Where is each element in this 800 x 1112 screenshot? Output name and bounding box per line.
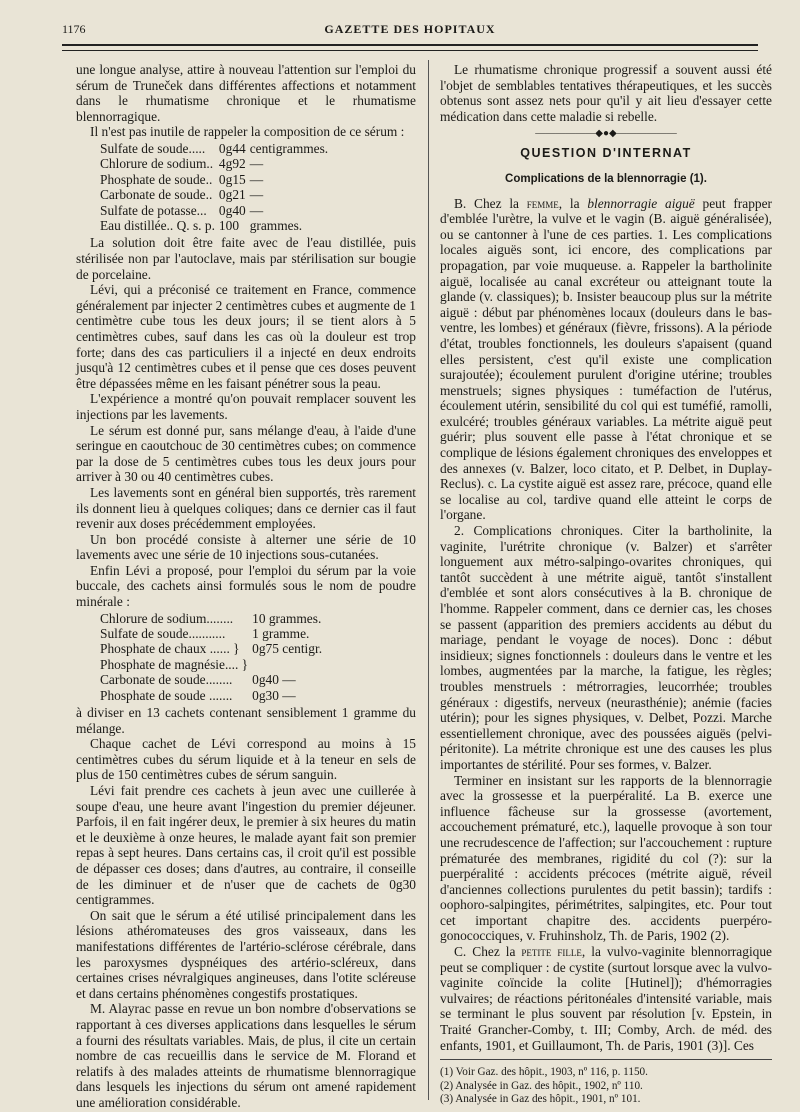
section-ornament: ——————◆●◆——————	[535, 128, 677, 140]
left-column	[76, 62, 416, 1111]
paragraph: L'expérience a montré qu'on pouvait remplacer souvent les injections par les lavements.	[76, 391, 416, 422]
formula-row	[100, 141, 332, 156]
paragraph: Il n'est pas inutile de rappeler la composition de ce sérum :	[90, 124, 405, 140]
formula-row	[100, 672, 326, 687]
formula-cell: Carbonate de soude........	[100, 672, 233, 688]
footnotes	[440, 1066, 772, 1106]
formula-row	[100, 626, 326, 641]
column-divider	[428, 60, 429, 1100]
paragraph: Le rhumatisme chronique progressif a souvent aussi été l'objet de semblables tentatives thérapeutiques, et les succès obtenus sont assez nets pour qu'il y ait lieu d'essayer cette médication dans cette maladie si rebelle.	[440, 62, 772, 124]
formula-cell: Phosphate de magnésie.... }	[100, 656, 249, 672]
text-run: , la vulvo-vaginite blennorragique peut se compliquer : de cystite (surtout lorsque avec la vulvo-vaginite coïncide la colite [Hutinel]); d'hémorragies vulvaires; de réactions péritonéales d'intensité variable, mais se terminant le plus souvent par résolution [v. Epstein, in Traité Grancher-Comby, t. III; Comby, Arch. de méd. des enfants, 1901, et Guillaumont, Th. de Paris, 1901 (3)]. Ces	[440, 944, 772, 1053]
running-header	[62, 20, 758, 40]
formula-cell: Chlorure de sodium..	[100, 156, 214, 172]
formula-cell: 0g21	[218, 187, 246, 203]
paragraph: une longue analyse, attire à nouveau l'attention sur l'emploi du sérum de Truneček dans différentes affections et notamment dans le rhumatisme chronique et le rhumatisme blennorragique.	[76, 62, 416, 124]
paragraph: 2. Complications chroniques. Citer la bartholinite, la vaginite, l'urétrite chronique (v. Balzer) et s'arrêter longuement aux métro-salpingo-ovarites chroniques, qui tantôt succèdent à une métrite aiguë, tantôt s'installent d'emblée et sont alors consécutives à la B. chronique de l'homme. Rappeler comment, dans ce dernier cas, les choses se passent (apparition des premiers accidents au début du mariage, pendant le voyage de noces). Donc : début insidieux; signes fonctionnels : douleurs dans le ventre et les lombes, augmentées par la marche, la fatigue, les règles; troubles menstruels : métrorragies, leucorrhée; troubles généraux : digestifs, nerveux (neurasthénie); anémie (facies utérin); pour les signes physiques, v. Delbet, Pozzi. Marche essentiellement chronique, avec des poussées aiguës (pelvi-péritonite). La métrite chronique est une des causes les plus importantes de stérilité. Pour ses formes, v. Balzer.	[440, 523, 772, 772]
formula-cell: Phosphate de soude .......	[100, 687, 233, 703]
paragraph: Terminer en insistant sur les rapports de la blennorragie avec la grossesse et la puerpéralité. La B. exerce une influence fâcheuse sur la grossesse (avortement, accouchement prématuré, etc.), laquelle provoque à son tour une recrudescence de l'affection; sur l'accouchement : rupture prématurée des membranes, rigidité du col (?): sur la puerpéralité : accidents précoces (métrite aiguë, réveil d'anciennes collections purulentes du petit bassin); tardifs : oophoro-salpingites, périmétrites, salpingites, etc. Pour tout cet important chapitre des. accidents puerpéro-gonococciques, v. Fruhinsholz, Th. de Paris, 1902 (2).	[440, 772, 772, 944]
right-column	[440, 62, 772, 1106]
section-subtitle: Complications de la blennorragie (1).	[505, 172, 707, 185]
formula-cell	[252, 657, 326, 672]
formula-cell: Sulfate de soude.....	[100, 140, 206, 156]
formula-cell: Chlorure de sodium........	[100, 610, 234, 626]
footnote: (3) Analysée in Gaz des hôpit., 1901, nº 101.	[440, 1093, 641, 1106]
text-run: B. Chez la	[454, 195, 527, 211]
formula-cell: Phosphate de soude..	[100, 171, 213, 187]
serum-formula-table	[100, 141, 332, 233]
powder-formula-table	[100, 611, 326, 703]
paragraph: On sait que le sérum a été utilisé principalement dans les lésions athéromateuses des gros vaisseaux, dans les manifestations différentes de l'artério-sclérose cérébrale, dans les paroxysmes dyspnéiques des artério-scléreux, dans certaines crises névralgiques angineuses, dans l'otite scléreuse et dans certains phénomènes congestifs prostatiques.	[76, 907, 416, 1001]
formula-row	[100, 611, 326, 626]
formula-cell: —	[249, 156, 264, 172]
journal-title: GAZETTE DES HOPITAUX	[324, 22, 496, 36]
formula-cell: grammes.	[249, 218, 303, 233]
text-run: blennorragie aiguë	[587, 195, 695, 211]
formula-cell: 0g40 —	[252, 672, 296, 688]
formula-cell: 0g40	[218, 202, 246, 218]
text-run: petite fille	[521, 944, 582, 960]
formula-row	[100, 218, 332, 233]
footnote: (1) Voir Gaz. des hôpit., 1903, nº 116, p. 1150.	[440, 1066, 648, 1079]
formula-cell: 0g75 centigr.	[252, 641, 323, 657]
formula-row	[100, 641, 326, 656]
paragraph: Les lavements sont en général bien supportés, très rarement ils donnent lieu à quelques coliques; dans ce dernier cas il faut revenir aux doses précédemment employées.	[76, 484, 416, 532]
formula-cell: Sulfate de potasse...	[100, 202, 207, 218]
formula-cell: 0g15	[218, 171, 246, 187]
footnote-rule	[440, 1059, 772, 1060]
formula-cell: Phosphate de chaux ...... }	[100, 641, 240, 657]
formula-row	[100, 156, 332, 171]
section-title: QUESTION D'INTERNAT	[520, 146, 692, 161]
paragraph: Un bon procédé consiste à alterner une série de 10 lavements avec une série de 10 injections sous-cutanées.	[76, 531, 416, 563]
formula-row	[100, 187, 332, 202]
paragraph	[440, 196, 772, 523]
formula-cell: 0g44	[218, 140, 246, 156]
formula-cell: 10 grammes.	[252, 610, 322, 626]
formula-cell: Eau distillée.. Q. s. p.	[100, 218, 215, 233]
formula-cell: 0g30 —	[252, 687, 296, 703]
formula-row	[100, 688, 326, 703]
formula-cell: centigrammes.	[249, 140, 329, 156]
text-run: C. Chez la	[454, 944, 522, 960]
paragraph: Lévi fait prendre ces cachets à jeun avec une cuillerée à soupe d'eau, une heure avant l'ingestion du premier déjeuner. Parfois, il en fait ingérer deux, le premier à six heures du matin et le deuxième à onze heures, le malade ayant fait son premier repas à sept heures. Dans certains cas, il croit qu'il est possible de dépasser ces doses; dans d'autres, au contraire, il conseille de les diminuer et de n'user que de cachets de 0g30 centigrammes.	[76, 783, 416, 908]
formula-row	[100, 172, 332, 187]
formula-row	[100, 657, 326, 672]
formula-cell: 100	[218, 218, 240, 233]
paragraph: à diviser en 13 cachets contenant sensiblement 1 gramme du mélange.	[76, 705, 416, 736]
formula-cell: —	[249, 187, 264, 203]
paragraph: Chaque cachet de Lévi correspond au moins à 15 centimètres cubes du sérum liquide et à la teneur en sels de plus de 150 centimètres cubes de sérum sanguin.	[76, 736, 416, 783]
paragraph: La solution doit être faite avec de l'eau distillée, puis stérilisée non par l'autoclave, mais par stérilisation sur bougie de porcelaine.	[76, 235, 416, 282]
paragraph: Le sérum est donné pur, sans mélange d'eau, à l'aide d'une seringue en caoutchouc de 30 centimètres cubes; on commence par la dose de 5 centimètres cubes tous les deux jours pour arriver à 30 ou 40 centimètres cubes.	[76, 422, 416, 485]
formula-row	[100, 203, 332, 218]
formula-cell: —	[249, 202, 264, 218]
formula-cell: Sulfate de soude...........	[100, 626, 226, 642]
text-run: femme	[526, 195, 559, 211]
text-run: peut frapper d'emblée l'urètre, la vulve et le vagin (B. aiguë généralisée), ou se cantonner à l'une de ces parties. 1. Les complications locales aiguës sont, ici encore, des complications par propagation, par voie muqueuse. a. Rappeler la bartholinite aiguë, localisée au canal excréteur ou atteignant toute la glande (v. classiques); b. Insister beaucoup plus sur la métrite aiguë : début par phénomènes locaux (douleurs dans le bas-ventre, les lombes) et généraux (fièvre, frissons). A la période d'état, troubles fonctionnels, les douleurs s'apaisent (quand elles persistent, c'est qu'il existe une complication surajoutée); écoulement purulent d'origine utérine; troubles menstruels; signes physiques : tuméfaction de l'utérus, écoulement utérin, sensibilité du col qui est tuméfié, ramolli, exulcéré; troubles généraux variables. La métrite aiguë peut guérir; plus souvent elle passe à l'état chronique et se complique de lésions également chroniques des enveloppes et des annexes (v. Balzer, loco citato, et P. Delbet, in Duplay-Reclus). c. La cystite aiguë est assez rare, précoce, quand elle se localise au col, tardive quand elle atteint le corps de l'organe.	[440, 195, 772, 523]
header-rule	[62, 44, 758, 46]
header-rule-thin	[62, 50, 758, 51]
formula-cell: 4g92	[218, 156, 246, 172]
text-run: , la	[558, 195, 588, 211]
paragraph: Lévi, qui a préconisé ce traitement en France, commence généralement par injecter 2 centimètres cubes et augmente de 1 centimètre cube tous les deux jours; il se tient alors à 5 centimètres cubes, sauf dans les cas où la douleur est trop forte; dans des cas particuliers il a injecté en deux endroits jusqu'à 12 centimètres cubes et il pense que ces doses peuvent être dépassées même en les faisant pénétrer sous la peau.	[76, 282, 416, 391]
paragraph	[440, 944, 772, 1053]
page-number: 1176	[62, 22, 86, 36]
formula-cell: 1 gramme.	[252, 626, 310, 642]
formula-cell: Carbonate de soude..	[100, 187, 213, 203]
paragraph: Enfin Lévi a proposé, pour l'emploi du sérum par la voie buccale, des cachets ainsi formulés sous le nom de poudre minérale :	[76, 562, 416, 610]
footnote: (2) Analysée in Gaz. des hôpit., 1902, nº 110.	[440, 1079, 643, 1092]
paragraph: M. Alayrac passe en revue un bon nombre d'observations se rapportant à ces diverses applications dans lesquelles le sérum a fourni des résultats variables. Mais, de plus, il cite un certain nombre de cas recueillis dans le service de M. Florand et relatifs à des malades atteints de rhumatisme blennorragique dans lesquels les injections du sérum ont amené rapidement une amélioration considérable.	[76, 1001, 416, 1110]
formula-cell: —	[249, 171, 264, 187]
